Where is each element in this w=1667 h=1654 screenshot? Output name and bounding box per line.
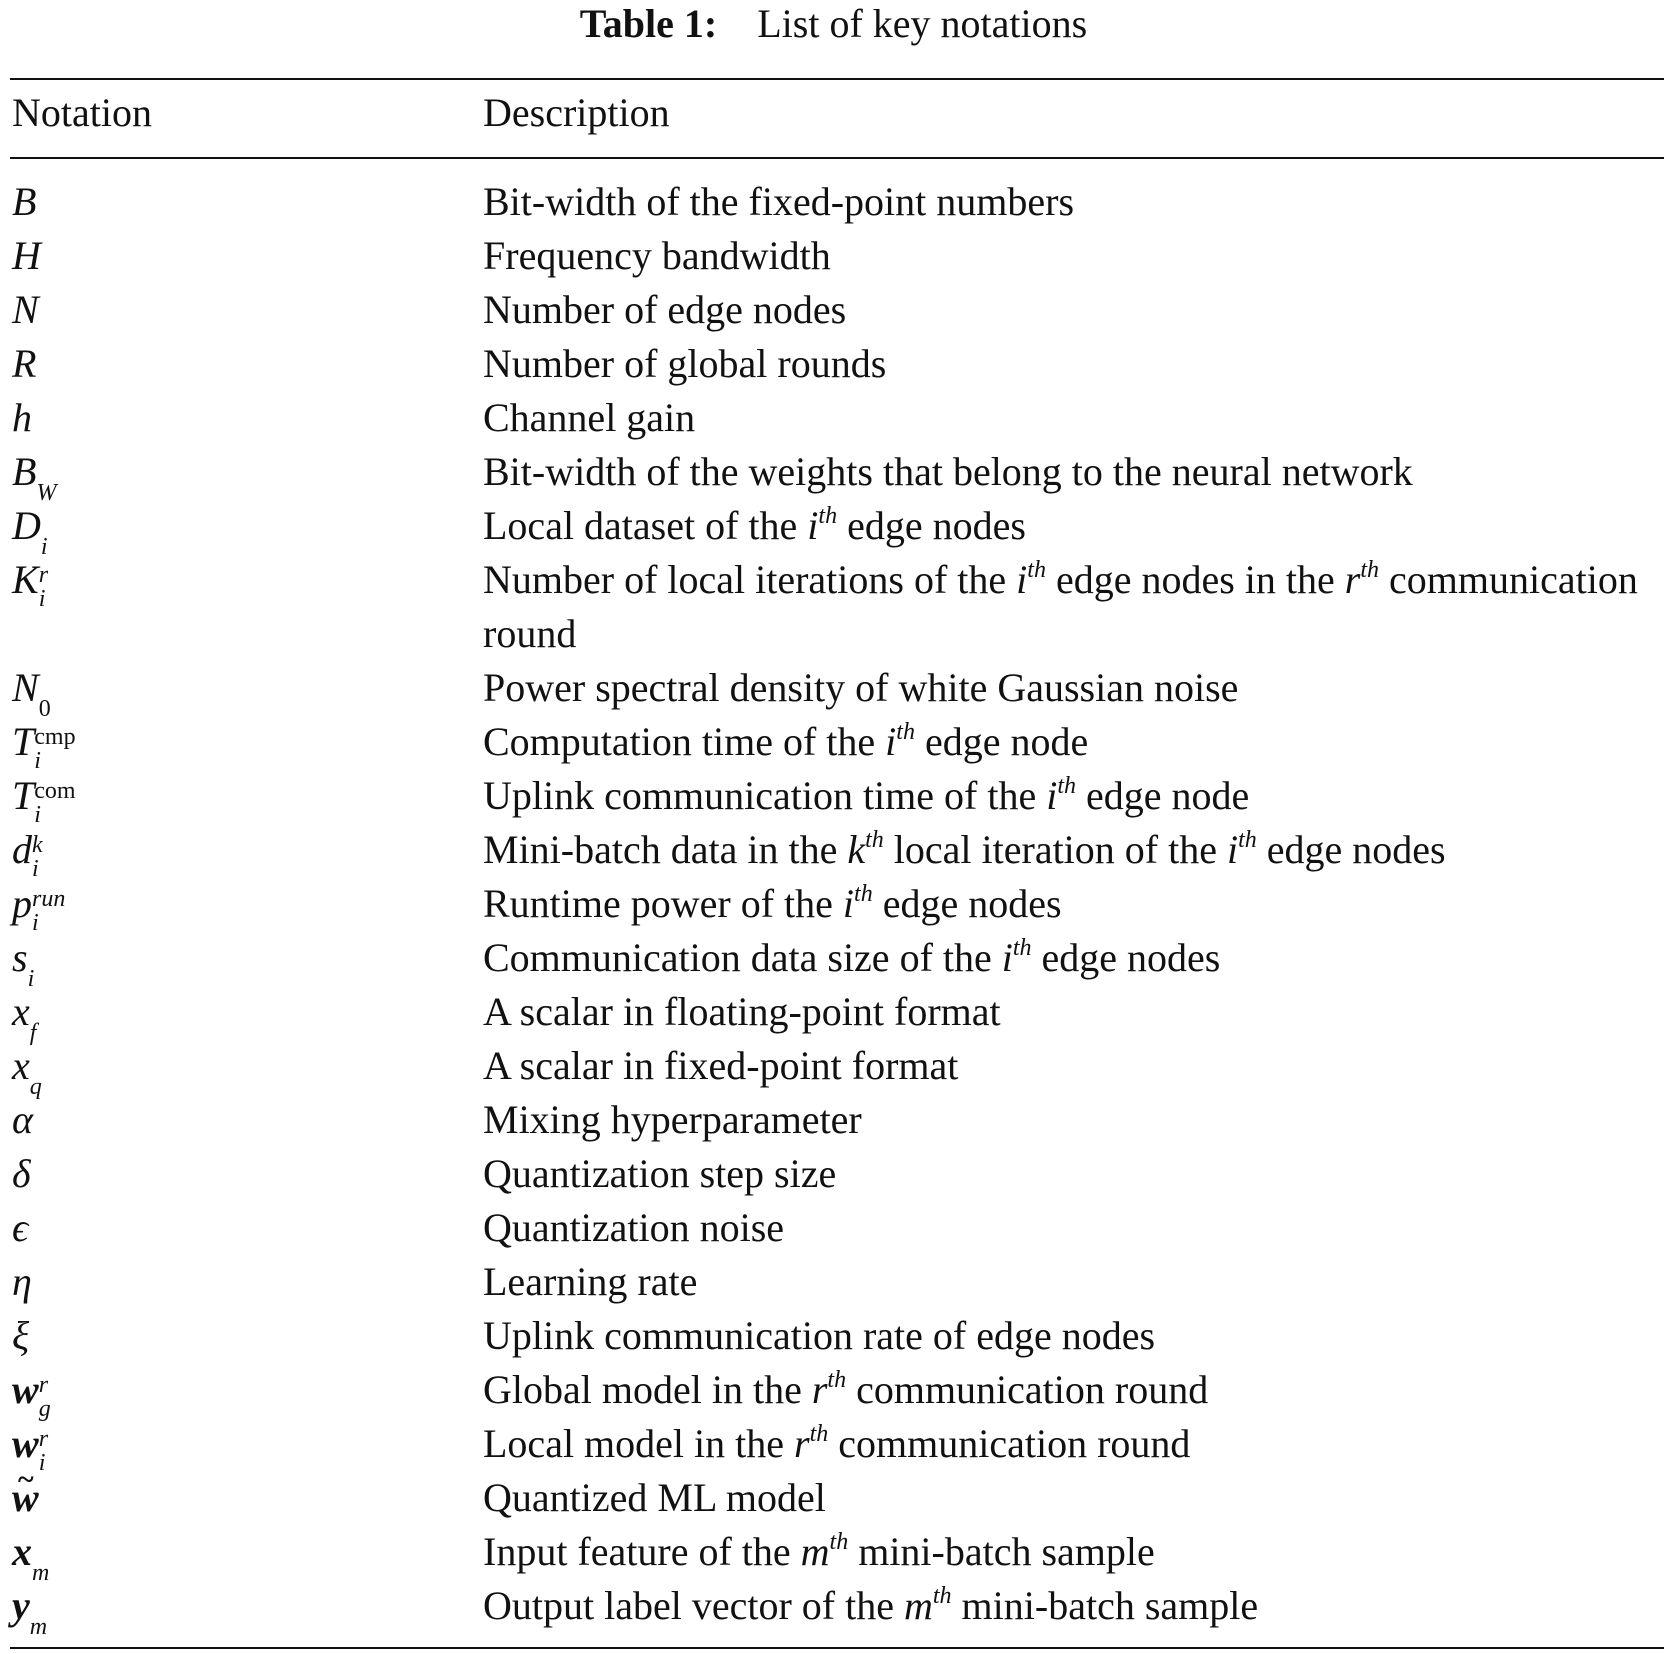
- notation-cell: [12, 337, 472, 391]
- notation-subscript: i: [32, 910, 39, 936]
- notation-symbol: H: [12, 233, 41, 278]
- notation-superscript: cmp: [34, 724, 76, 750]
- description-text: Output label vector of the: [483, 1583, 904, 1628]
- notation-symbol: s: [12, 935, 28, 980]
- description-text: Uplink communication time of the: [483, 773, 1047, 818]
- notation-cell: [12, 391, 472, 445]
- table-row: [0, 553, 1667, 661]
- description-cell: Quantization noise: [483, 1205, 785, 1250]
- description-text: Global model in the: [483, 1367, 812, 1412]
- notation-symbol: ~ w: [12, 1471, 39, 1525]
- ordinal-superscript: th: [1027, 557, 1046, 583]
- math-variable: r: [1344, 557, 1361, 602]
- ordinal-superscript: th: [1238, 827, 1257, 853]
- description-cell: Quantized ML model: [483, 1475, 826, 1520]
- notation-subscript: i: [27, 966, 35, 992]
- math-variable: r: [811, 1367, 828, 1412]
- description-text: edge nodes: [1256, 827, 1446, 872]
- table-row: [0, 175, 1667, 229]
- notation-cell: [12, 1309, 472, 1363]
- description-text: edge node: [1076, 773, 1250, 818]
- math-variable: i: [1016, 557, 1028, 602]
- ordinal-superscript: th: [827, 1367, 847, 1393]
- ordinal-superscript: th: [865, 827, 884, 853]
- notation-cell: [12, 985, 472, 1046]
- description-cell: Learning rate: [483, 1259, 698, 1304]
- table-caption-space: [727, 1, 747, 46]
- notation-symbol: D: [12, 503, 41, 548]
- notation-cell: [12, 1579, 472, 1640]
- math-variable: r: [794, 1421, 810, 1466]
- table-row: [0, 985, 1667, 1046]
- notation-subscript: m: [29, 1614, 48, 1640]
- top-rule: [10, 78, 1664, 80]
- notation-subscript: q: [29, 1074, 42, 1100]
- description-text: Computation time of the: [483, 719, 886, 764]
- ordinal-superscript: th: [809, 1421, 829, 1447]
- description-cell: Channel gain: [483, 395, 696, 440]
- description-cell: [483, 823, 1663, 877]
- notation-cell: [12, 499, 472, 560]
- notation-cell: [12, 1093, 472, 1147]
- notation-symbol: p: [12, 881, 32, 926]
- table-body: [0, 175, 1667, 1640]
- notation-symbol: T: [12, 773, 35, 818]
- notation-symbol: ϵ: [12, 1205, 29, 1250]
- ordinal-superscript: th: [1012, 935, 1032, 961]
- notation-symbol: x: [12, 989, 30, 1034]
- notation-symbol: w: [12, 1367, 39, 1412]
- notation-cell: [12, 1255, 472, 1309]
- table-row: [0, 823, 1667, 882]
- description-cell: Bit-width of the weights that belong to the neural network: [483, 449, 1413, 494]
- table-row: [0, 1525, 1667, 1586]
- description-cell: [483, 499, 1663, 553]
- notation-symbol: K: [12, 557, 39, 602]
- notation-symbol: w: [12, 1421, 39, 1466]
- notation-superscript: r: [38, 1372, 49, 1398]
- description-text: Local model in the: [483, 1421, 795, 1466]
- table-row: [0, 499, 1667, 560]
- notation-subscript: 0: [38, 696, 51, 722]
- math-variable: i: [885, 719, 897, 764]
- table-row: [0, 931, 1667, 992]
- notation-cell: [12, 823, 472, 882]
- notation-subscript: i: [38, 586, 46, 612]
- ordinal-superscript: th: [818, 503, 838, 529]
- description-cell: [483, 1525, 1663, 1579]
- notation-symbol: N: [12, 287, 39, 332]
- table-row: [0, 1579, 1667, 1640]
- notation-symbol: d: [12, 827, 32, 872]
- notation-subscript: i: [34, 748, 41, 774]
- notation-cell: [12, 1525, 472, 1586]
- table-row: [0, 1201, 1667, 1255]
- notation-cell: [12, 1201, 472, 1255]
- math-variable: m: [903, 1583, 933, 1628]
- description-cell: Quantization step size: [483, 1151, 837, 1196]
- notation-symbol: T: [12, 719, 35, 764]
- notation-superscript: r: [38, 562, 49, 588]
- description-text: communication round: [828, 1421, 1191, 1466]
- description-text: local iteration of the: [883, 827, 1227, 872]
- notation-cell: [12, 877, 472, 936]
- description-text: Local dataset of the: [483, 503, 808, 548]
- math-variable: i: [1226, 827, 1239, 872]
- table-row: [0, 391, 1667, 445]
- description-text: edge nodes: [837, 503, 1026, 548]
- notation-symbol: α: [12, 1097, 33, 1142]
- notation-subscript: g: [38, 1396, 51, 1422]
- notation-superscript: r: [38, 1426, 49, 1452]
- description-text: Number of local iterations of the: [483, 557, 1017, 602]
- math-variable: i: [1046, 773, 1058, 818]
- notation-cell: [12, 175, 472, 229]
- math-variable: m: [800, 1529, 830, 1574]
- description-cell: Number of edge nodes: [483, 287, 847, 332]
- notation-cell: [12, 1471, 472, 1525]
- notation-subscript: i: [38, 1450, 46, 1476]
- table-caption-text: List of key notations: [757, 1, 1088, 46]
- notation-subscript: i: [34, 802, 41, 828]
- description-cell: [483, 877, 1663, 931]
- description-cell: Mixing hyperparameter: [483, 1097, 862, 1142]
- description-cell: Power spectral density of white Gaussian noise: [483, 665, 1239, 710]
- notation-superscript: run: [32, 886, 66, 912]
- notation-cell: [12, 1363, 472, 1422]
- table-row: [0, 1093, 1667, 1147]
- table-row: [0, 1471, 1667, 1525]
- notation-cell: [12, 283, 472, 337]
- description-cell: [483, 931, 1663, 985]
- notation-cell: [12, 1147, 472, 1201]
- notation-symbol: R: [12, 341, 37, 386]
- ordinal-superscript: th: [854, 881, 873, 907]
- description-text: communication round: [483, 557, 1638, 656]
- notation-cell: [12, 445, 472, 506]
- description-cell: [483, 553, 1663, 661]
- math-variable: i: [807, 503, 819, 548]
- description-text: Runtime power of the: [483, 881, 843, 926]
- notation-superscript: com: [34, 778, 76, 804]
- description-text: communication round: [846, 1367, 1209, 1412]
- description-cell: Number of global rounds: [483, 341, 887, 386]
- header-description: Description: [483, 90, 670, 135]
- bottom-rule: [10, 1647, 1664, 1649]
- description-cell: [483, 1363, 1663, 1417]
- description-text: Input feature of the: [483, 1529, 801, 1574]
- description-text: edge nodes: [872, 881, 1062, 926]
- notation-subscript: i: [40, 534, 48, 560]
- notation-cell: [12, 1417, 472, 1476]
- description-text: edge node: [914, 719, 1089, 764]
- notation-cell: [12, 553, 472, 612]
- notation-symbol: y: [12, 1583, 30, 1628]
- ordinal-superscript: th: [932, 1583, 952, 1609]
- table-row: [0, 715, 1667, 774]
- table-header-row: [0, 86, 1667, 140]
- notation-symbol: h: [12, 395, 32, 440]
- table-row: [0, 1147, 1667, 1201]
- math-variable: i: [842, 881, 855, 926]
- notation-symbol: B: [12, 449, 37, 494]
- description-cell: [483, 715, 1663, 769]
- notation-symbol: x: [12, 1043, 30, 1088]
- notation-cell: [12, 715, 472, 774]
- notation-superscript: k: [32, 832, 43, 858]
- table-caption-label: Table 1:: [579, 1, 718, 46]
- notation-subscript: i: [32, 856, 39, 882]
- description-cell: Uplink communication rate of edge nodes: [483, 1313, 1156, 1358]
- table-row: [0, 1039, 1667, 1100]
- notation-symbol: B: [12, 179, 37, 224]
- description-cell: Frequency bandwidth: [483, 233, 831, 278]
- description-text: edge nodes: [1031, 935, 1221, 980]
- table-row: [0, 661, 1667, 722]
- ordinal-superscript: th: [1360, 557, 1380, 583]
- table-row: [0, 1255, 1667, 1309]
- description-cell: A scalar in fixed-point format: [483, 1043, 959, 1088]
- table-row: [0, 1363, 1667, 1422]
- description-cell: [483, 1579, 1663, 1633]
- header-rule: [10, 157, 1664, 159]
- ordinal-superscript: th: [896, 719, 915, 745]
- math-variable: k: [847, 827, 866, 872]
- math-variable: i: [1001, 935, 1013, 980]
- notation-symbol: δ: [12, 1151, 31, 1196]
- table-row: [0, 283, 1667, 337]
- description-text: edge nodes in the: [1045, 557, 1345, 602]
- description-cell: [483, 769, 1663, 823]
- notation-cell: [12, 1039, 472, 1100]
- description-text: Communication data size of the: [483, 935, 1002, 980]
- description-text: mini-batch sample: [848, 1529, 1155, 1574]
- description-cell: Bit-width of the fixed-point numbers: [483, 179, 1075, 224]
- table-row: [0, 1417, 1667, 1476]
- notation-symbol: x: [12, 1529, 32, 1574]
- notation-cell: [12, 931, 472, 992]
- notation-symbol: N: [12, 665, 39, 710]
- notation-subscript: W: [36, 480, 57, 506]
- description-cell: [483, 1417, 1663, 1471]
- table-row: [0, 337, 1667, 391]
- description-text: Mini-batch data in the: [483, 827, 848, 872]
- notation-subscript: f: [29, 1020, 37, 1046]
- notation-subscript: m: [32, 1560, 50, 1586]
- table-row: [0, 1309, 1667, 1363]
- header-notation: Notation: [12, 90, 152, 135]
- ordinal-superscript: th: [829, 1529, 849, 1555]
- description-text: mini-batch sample: [951, 1583, 1259, 1628]
- notation-cell: [12, 769, 472, 828]
- notation-cell: [12, 661, 472, 722]
- table-row: [0, 769, 1667, 828]
- notation-symbol: η: [12, 1259, 32, 1304]
- description-cell: A scalar in floating-point format: [483, 989, 1001, 1034]
- table-row: [0, 877, 1667, 936]
- table-row: [0, 229, 1667, 283]
- notation-symbol: ξ: [12, 1313, 30, 1358]
- ordinal-superscript: th: [1057, 773, 1077, 799]
- notation-cell: [12, 229, 472, 283]
- table-caption: [0, 0, 1667, 50]
- table-row: [0, 445, 1667, 506]
